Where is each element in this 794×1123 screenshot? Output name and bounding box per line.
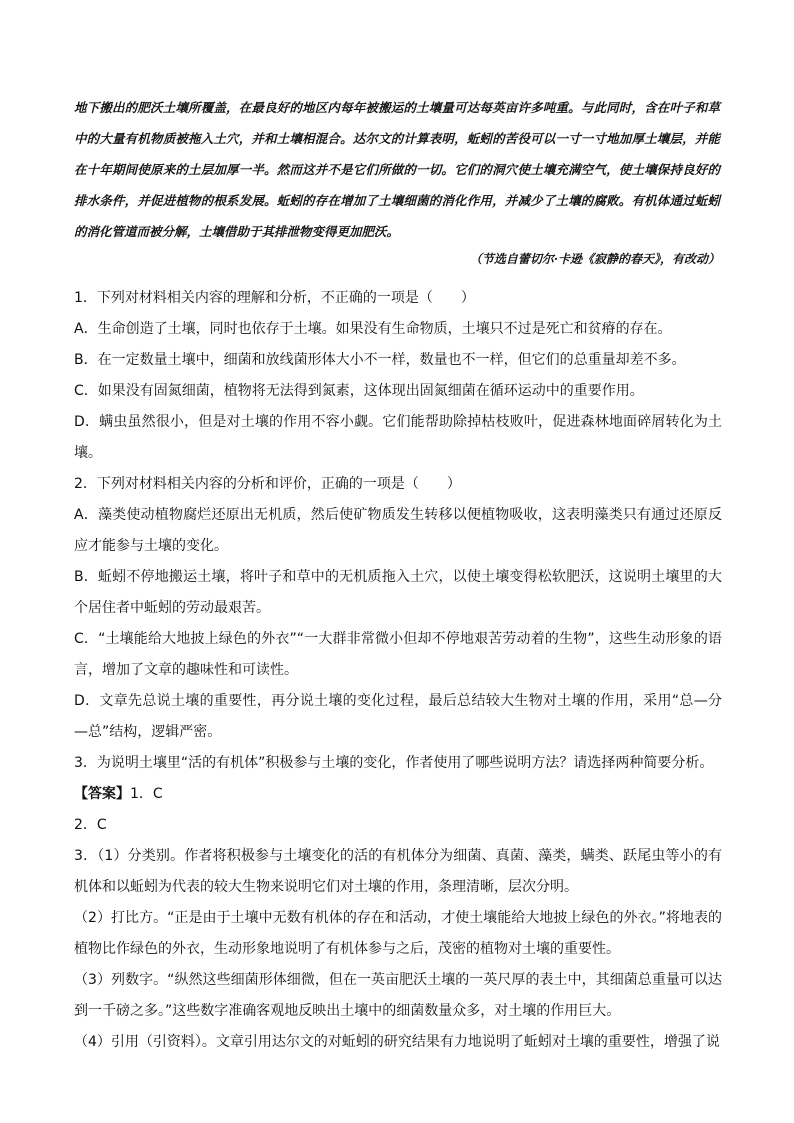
excerpt-paragraph [74, 92, 720, 247]
answer-1: 1．C [130, 786, 163, 802]
questions-section [74, 283, 722, 1058]
question-1-option-c: C．如果没有固氮细菌，植物将无法得到氮素，这体现出固氮细菌在循环运动中的重要作用。 [74, 383, 644, 399]
question-2-option-b: B．蚯蚓不停地搬运土壤，将叶子和草中的无机质拖入土穴，以使土壤变得松软肥沃，这说明土壤里的大个居住者中蚯蚓的劳动最艰苦。 [74, 569, 722, 616]
excerpt-text: 地下搬出的肥沃土壤所覆盖，在最良好的地区内每年被搬运的土壤量可达每英亩许多吨重。与此同时，含在叶子和草中的大量有机物质被拖入土穴，并和土壤相混合。达尔文的计算表明，蚯蚓的苦役可以一寸一寸地加厚土壤层，并能在十年期间使原来的土层加厚一半。然而这并不是它们所做的一切。它们的洞穴使土壤充满空气，使土壤保持良好的排水条件，并促进植物的根系发展。蚯蚓的存在增加了土壤细菌的消化作用，并减少了土壤的腐败。有机体通过蚯蚓的消化管道而被分解，土壤借助于其排泄物变得更加肥沃。 [74, 100, 720, 239]
answer-2: 2．C [74, 817, 107, 833]
question-1-option-d: D．螨虫虽然很小，但是对土壤的作用不容小觑。它们能帮助除掉枯枝败叶，促进森林地面碎屑转化为土壤。 [74, 414, 722, 461]
question-2-stem: 2．下列对材料相关内容的分析和评价，正确的一项是（ ） [74, 476, 461, 492]
answer-tag: 【答案】 [74, 786, 130, 802]
answer-3-part-1: 3．（1）分类别。作者将积极参与土壤变化的活的有机体分为细菌、真菌、藻类，螨类、跃尾虫等小的有机体和以蚯蚓为代表的较大生物来说明它们对土壤的作用，条理清晰，层次分明。 [74, 848, 722, 895]
answer-3-part-4: （4）引用（引资料）。文章引用达尔文的对蚯蚓的研究结果有力地说明了蚯蚓对土壤的重要性，增强了说 [74, 1034, 720, 1050]
answer-3-part-2: （2）打比方。“正是由于土壤中无数有机体的存在和活动，才使土壤能给大地披上绿色的外衣。”将地表的植物比作绿色的外衣，生动形象地说明了有机体参与之后，茂密的植物对土壤的重要性。 [74, 910, 722, 957]
question-3-stem: 3．为说明土壤里“活的有机体”积极参与土壤的变化，作者使用了哪些说明方法？请选择两种简要分析。 [74, 755, 714, 771]
question-2-option-d: D．文章先总说土壤的重要性，再分说土壤的变化过程，最后总结较大生物对土壤的作用，采用“总—分—总”结构，逻辑严密。 [74, 693, 722, 740]
answer-line-1 [74, 779, 722, 810]
question-1-option-a: A．生命创造了土壤，同时也依存于土壤。如果没有生命物质，土壤只不过是死亡和贫瘠的存在。 [74, 321, 672, 337]
answer-3-part-3: （3）列数字。“纵然这些细菌形体细微，但在一英亩肥沃土壤的一英尺厚的表土中，其细菌总重量可以达到一千磅之多。”这些数字准确客观地反映出土壤中的细菌数量众多，对土壤的作用巨大。 [74, 972, 722, 1019]
question-1-stem: 1．下列对材料相关内容的理解和分析，不正确的一项是（ ） [74, 290, 475, 306]
question-1-option-b: B．在一定数量土壤中，细菌和放线菌形体大小不一样，数量也不一样，但它们的总重量却差不多。 [74, 352, 686, 368]
question-2-option-c: C．“土壤能给大地披上绿色的外衣”“一大群非常微小但却不停地艰苦劳动着的生物”，这些生动形象的语言，增加了文章的趣味性和可读性。 [74, 631, 722, 678]
question-2-option-a: A．藻类使动植物腐烂还原出无机质，然后使矿物质发生转移以便植物吸收，这表明藻类只有通过还原反应才能参与土壤的变化。 [74, 507, 722, 554]
excerpt-source: （节选自蕾切尔·卡逊《寂静的春天》，有改动） [469, 252, 720, 266]
